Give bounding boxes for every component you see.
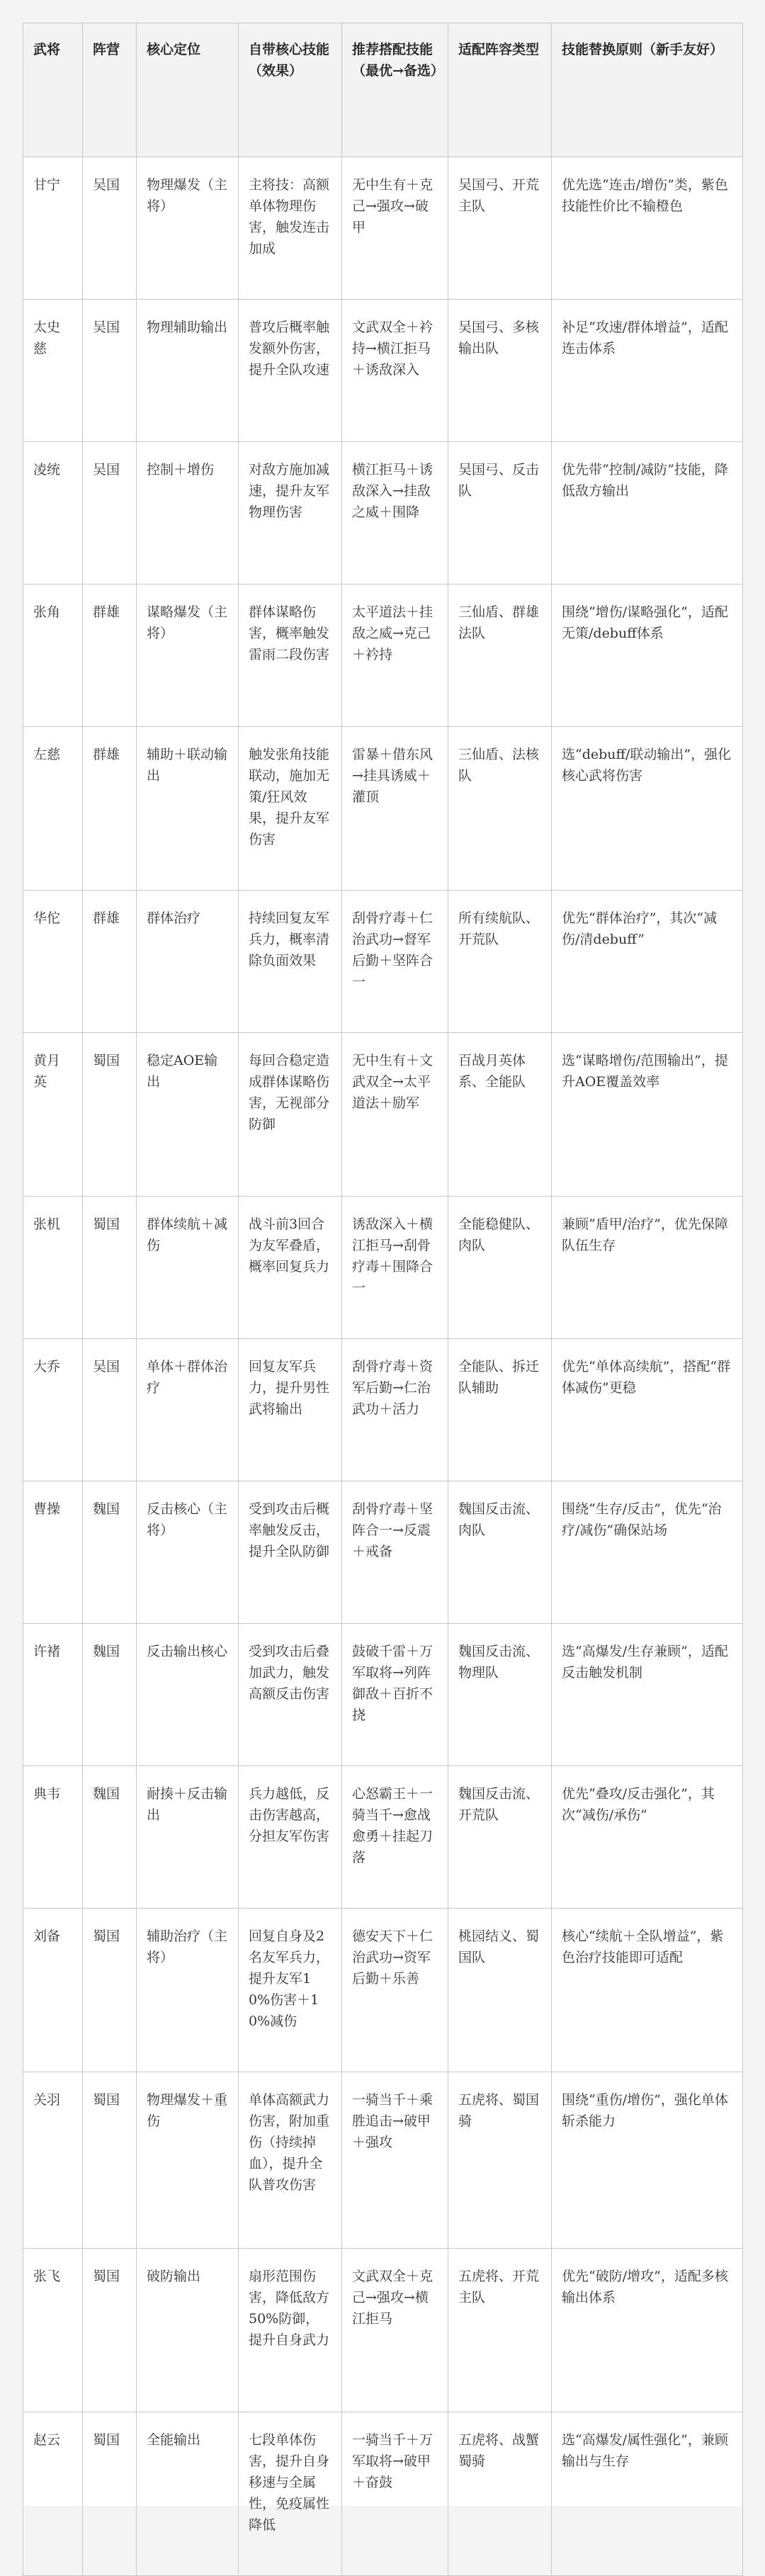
cell-native-skill: 受到攻击后概率触发反击，提升全队防御 — [239, 1481, 342, 1624]
cell-replacement-rule: 优先“群体治疗”，其次“减伤/清debuff” — [552, 891, 743, 1033]
cell-native-skill: 每回合稳定造成群体谋略伤害，无视部分防御 — [239, 1033, 342, 1197]
cell-lineup-type: 三仙盾、法核队 — [448, 727, 552, 891]
cell-native-skill: 兵力越低，反击伤害越高，分担友军伤害 — [239, 1766, 342, 1909]
cell-faction: 蜀国 — [83, 1909, 137, 2072]
cell-native-skill: 回复友军兵力，提升男性武将输出 — [239, 1339, 342, 1481]
cell-faction: 蜀国 — [83, 2249, 137, 2412]
header-native-skill: 自带核心技能（效果） — [239, 23, 342, 157]
cell-recommended-skills: 无中生有＋克己→强攻→破甲 — [342, 157, 448, 300]
cell-replacement-rule: 优先“叠攻/反击强化”，其次“减伤/承伤” — [552, 1766, 743, 1909]
table-row — [23, 2249, 743, 2412]
cell-faction: 群雄 — [83, 584, 137, 727]
cell-general: 大乔 — [23, 1339, 83, 1481]
cell-native-skill: 持续回复友军兵力，概率清除负面效果 — [239, 891, 342, 1033]
table-row — [23, 891, 743, 1033]
cell-native-skill: 扇形范围伤害，降低敌方50%防御，提升自身武力 — [239, 2249, 342, 2412]
cell-recommended-skills: 心怒霸王＋一骑当千→愈战愈勇＋挂起刀落 — [342, 1766, 448, 1909]
cell-core-role: 反击核心（主将） — [137, 1481, 239, 1624]
cell-recommended-skills: 太平道法＋挂敌之威→克己＋衿持 — [342, 584, 448, 727]
cell-native-skill: 触发张角技能联动，施加无策/狂风效果，提升友军伤害 — [239, 727, 342, 891]
cell-lineup-type: 吴国弓、开荒主队 — [448, 157, 552, 300]
cell-faction: 吴国 — [83, 300, 137, 442]
cell-replacement-rule: 围绕“生存/反击”，优先“治疗/减伤”确保站场 — [552, 1481, 743, 1624]
cell-core-role: 稳定AOE输出 — [137, 1033, 239, 1197]
header-core-role: 核心定位 — [137, 23, 239, 157]
cell-replacement-rule: 选“debuff/联动输出”，强化核心武将伤害 — [552, 727, 743, 891]
cell-general: 关羽 — [23, 2072, 83, 2249]
cell-native-skill: 受到攻击后叠加武力，触发高额反击伤害 — [239, 1624, 342, 1766]
cell-general: 左慈 — [23, 727, 83, 891]
cell-lineup-type: 魏国反击流、开荒队 — [448, 1766, 552, 1909]
cell-lineup-type: 五虎将、战蟹蜀骑 — [448, 2412, 552, 2576]
cell-general: 曹操 — [23, 1481, 83, 1624]
cell-replacement-rule: 围绕“重伤/增伤”，强化单体斩杀能力 — [552, 2072, 743, 2249]
cell-lineup-type: 吴国弓、多核输出队 — [448, 300, 552, 442]
cell-lineup-type: 全能队、拆迁队辅助 — [448, 1339, 552, 1481]
cell-native-skill: 普攻后概率触发额外伤害，提升全队攻速 — [239, 300, 342, 442]
cell-recommended-skills: 一骑当千＋乘胜追击→破甲＋强攻 — [342, 2072, 448, 2249]
cell-lineup-type: 三仙盾、群雄法队 — [448, 584, 552, 727]
header-recommended-skills: 推荐搭配技能（最优→备选） — [342, 23, 448, 157]
cell-general: 黄月英 — [23, 1033, 83, 1197]
cell-faction: 魏国 — [83, 1481, 137, 1624]
cell-recommended-skills: 刮骨疗毒＋坚阵合一→反震＋戒备 — [342, 1481, 448, 1624]
cell-recommended-skills: 诱敌深入＋横江拒马→刮骨疗毒＋围降合一 — [342, 1197, 448, 1339]
cell-faction: 吴国 — [83, 157, 137, 300]
table-header-row — [23, 23, 743, 157]
cell-core-role: 物理辅助输出 — [137, 300, 239, 442]
cell-core-role: 物理爆发＋重伤 — [137, 2072, 239, 2249]
cell-general: 甘宁 — [23, 157, 83, 300]
cell-core-role: 辅助＋联动输出 — [137, 727, 239, 891]
cell-native-skill: 单体高额武力伤害，附加重伤（持续掉血），提升全队普攻伤害 — [239, 2072, 342, 2249]
cell-core-role: 物理爆发（主将） — [137, 157, 239, 300]
cell-recommended-skills: 一骑当千＋万军取将→破甲＋奋鼓 — [342, 2412, 448, 2576]
table-row — [23, 727, 743, 891]
cell-native-skill: 主将技：高额单体物理伤害，触发连击加成 — [239, 157, 342, 300]
cell-recommended-skills: 文武双全＋衿持→横江拒马＋诱敌深入 — [342, 300, 448, 442]
table-row — [23, 442, 743, 584]
general-skills-table — [23, 23, 743, 2576]
header-faction: 阵营 — [83, 23, 137, 157]
cell-lineup-type: 五虎将、开荒主队 — [448, 2249, 552, 2412]
table-row — [23, 1339, 743, 1481]
cell-general: 刘备 — [23, 1909, 83, 2072]
cell-recommended-skills: 雷暴＋借东风→挂具诱威＋灌顶 — [342, 727, 448, 891]
cell-recommended-skills: 刮骨疗毒＋资军后勤→仁治武功＋活力 — [342, 1339, 448, 1481]
cell-general: 凌统 — [23, 442, 83, 584]
cell-lineup-type: 所有续航队、开荒队 — [448, 891, 552, 1033]
cell-lineup-type: 魏国反击流、物理队 — [448, 1624, 552, 1766]
table-row — [23, 157, 743, 300]
cell-general: 华佗 — [23, 891, 83, 1033]
cell-replacement-rule: 核心“续航＋全队增益”，紫色治疗技能即可适配 — [552, 1909, 743, 2072]
cell-core-role: 破防输出 — [137, 2249, 239, 2412]
cell-core-role: 控制＋增伤 — [137, 442, 239, 584]
table-row — [23, 1909, 743, 2072]
table-row — [23, 1033, 743, 1197]
cell-faction: 蜀国 — [83, 2412, 137, 2576]
cell-recommended-skills: 鼓破千雷＋万军取将→列阵御敌＋百折不挠 — [342, 1624, 448, 1766]
cell-core-role: 谋略爆发（主将） — [137, 584, 239, 727]
cell-lineup-type: 吴国弓、反击队 — [448, 442, 552, 584]
cell-general: 张飞 — [23, 2249, 83, 2412]
cell-core-role: 单体＋群体治疗 — [137, 1339, 239, 1481]
cell-lineup-type: 全能稳健队、肉队 — [448, 1197, 552, 1339]
cell-replacement-rule: 兼顾“盾甲/治疗”，优先保障队伍生存 — [552, 1197, 743, 1339]
skills-table-page — [23, 23, 742, 2533]
header-general: 武将 — [23, 23, 83, 157]
table-row — [23, 1197, 743, 1339]
table-row — [23, 584, 743, 727]
cell-general: 赵云 — [23, 2412, 83, 2576]
cell-core-role: 群体治疗 — [137, 891, 239, 1033]
cell-faction: 蜀国 — [83, 1197, 137, 1339]
cell-faction: 群雄 — [83, 891, 137, 1033]
table-row — [23, 1481, 743, 1624]
cell-native-skill: 战斗前3回合为友军叠盾，概率回复兵力 — [239, 1197, 342, 1339]
cell-native-skill: 七段单体伤害，提升自身移速与全属性，免疫属性降低 — [239, 2412, 342, 2576]
cell-core-role: 辅助治疗（主将） — [137, 1909, 239, 2072]
table-row — [23, 1766, 743, 1909]
cell-recommended-skills: 无中生有＋文武双全→太平道法＋励军 — [342, 1033, 448, 1197]
cell-faction: 蜀国 — [83, 1033, 137, 1197]
header-lineup-type: 适配阵容类型 — [448, 23, 552, 157]
header-replacement-rule: 技能替换原则（新手友好） — [552, 23, 743, 157]
cell-lineup-type: 五虎将、蜀国骑 — [448, 2072, 552, 2249]
table-row — [23, 1624, 743, 1766]
cell-faction: 魏国 — [83, 1624, 137, 1766]
cell-general: 许褚 — [23, 1624, 83, 1766]
cell-lineup-type: 魏国反击流、肉队 — [448, 1481, 552, 1624]
cell-replacement-rule: 补足“攻速/群体增益”，适配连击体系 — [552, 300, 743, 442]
cell-replacement-rule: 围绕“增伤/谋略强化”，适配无策/debuff体系 — [552, 584, 743, 727]
cell-replacement-rule: 选“高爆发/属性强化”，兼顾输出与生存 — [552, 2412, 743, 2576]
cell-native-skill: 对敌方施加减速，提升友军物理伤害 — [239, 442, 342, 584]
cell-faction: 吴国 — [83, 442, 137, 584]
cell-native-skill: 回复自身及2名友军兵力，提升友军10%伤害＋10%减伤 — [239, 1909, 342, 2072]
cell-replacement-rule: 选“谋略增伤/范围输出”，提升AOE覆盖效率 — [552, 1033, 743, 1197]
cell-core-role: 反击输出核心 — [137, 1624, 239, 1766]
table-row — [23, 2072, 743, 2249]
cell-lineup-type: 桃园结义、蜀国队 — [448, 1909, 552, 2072]
cell-recommended-skills: 文武双全＋克己→强攻→横江拒马 — [342, 2249, 448, 2412]
cell-core-role: 群体续航＋减伤 — [137, 1197, 239, 1339]
table-row — [23, 2412, 743, 2576]
cell-core-role: 耐揍＋反击输出 — [137, 1766, 239, 1909]
cell-general: 张机 — [23, 1197, 83, 1339]
cell-recommended-skills: 刮骨疗毒＋仁治武功→督军后勤＋坚阵合一 — [342, 891, 448, 1033]
cell-replacement-rule: 优先选“连击/增伤”类，紫色技能性价比不输橙色 — [552, 157, 743, 300]
cell-native-skill: 群体谋略伤害，概率触发雷雨二段伤害 — [239, 584, 342, 727]
cell-faction: 群雄 — [83, 727, 137, 891]
cell-general: 典韦 — [23, 1766, 83, 1909]
cell-lineup-type: 百战月英体系、全能队 — [448, 1033, 552, 1197]
cell-replacement-rule: 优先带“控制/减防”技能，降低敌方输出 — [552, 442, 743, 584]
cell-recommended-skills: 德安天下＋仁治武功→资军后勤＋乐善 — [342, 1909, 448, 2072]
table-row — [23, 300, 743, 442]
cell-replacement-rule: 优先“单体高续航”，搭配“群体减伤”更稳 — [552, 1339, 743, 1481]
cell-general: 太史慈 — [23, 300, 83, 442]
cell-faction: 魏国 — [83, 1766, 137, 1909]
cell-faction: 蜀国 — [83, 2072, 137, 2249]
cell-faction: 吴国 — [83, 1339, 137, 1481]
cell-core-role: 全能输出 — [137, 2412, 239, 2576]
cell-general: 张角 — [23, 584, 83, 727]
cell-recommended-skills: 横江拒马＋诱敌深入→挂敌之威＋围降 — [342, 442, 448, 584]
cell-replacement-rule: 优先“破防/增攻”，适配多核输出体系 — [552, 2249, 743, 2412]
cell-replacement-rule: 选“高爆发/生存兼顾”，适配反击触发机制 — [552, 1624, 743, 1766]
